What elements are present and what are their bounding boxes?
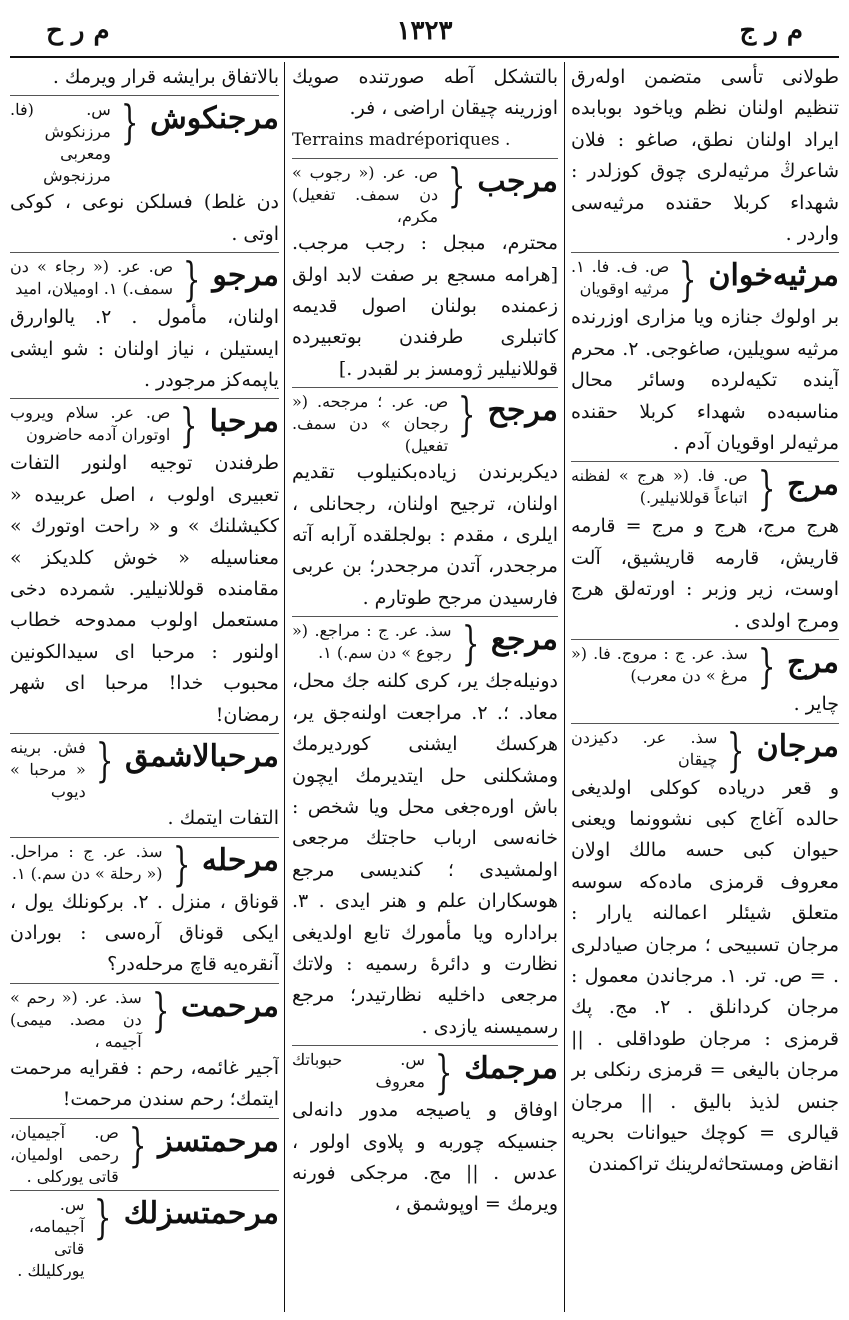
entry-head-row bbox=[10, 733, 279, 803]
dictionary-entry bbox=[10, 1118, 279, 1188]
entry-grammar: ص. ف. فا. ۱. مرثیە اوقویان bbox=[571, 257, 670, 299]
entry-head-row bbox=[571, 722, 839, 777]
dictionary-entry bbox=[10, 252, 279, 396]
brace-glyph: { bbox=[461, 616, 480, 671]
brace-glyph: { bbox=[128, 1117, 147, 1172]
entry-head-row bbox=[10, 252, 279, 307]
page-header bbox=[10, 14, 839, 48]
brace-glyph: { bbox=[120, 95, 139, 150]
entry-headword: مرجح bbox=[487, 393, 558, 429]
entry-headword: مرحله bbox=[201, 842, 279, 878]
dictionary-entry bbox=[10, 62, 279, 93]
entry-definition: چایر . bbox=[793, 693, 839, 716]
entry-head-row bbox=[292, 1045, 558, 1100]
entry-headword: مرحمتسزلك bbox=[123, 1195, 279, 1231]
entry-head-row bbox=[571, 252, 839, 307]
entry-definition: هرج مرج، هرج و مرج = قارمه قاریش، قارمه قاریشیق، آلت اوست، زیر وزبر : اورتەلق هرج ومرج اولدی . bbox=[571, 515, 839, 632]
entry-definition: دن غلط) فسلکن نوعی ، کوکی اوتی . bbox=[10, 191, 279, 245]
brace-glyph: { bbox=[151, 982, 170, 1037]
dictionary-entry bbox=[292, 62, 558, 156]
entry-head-row bbox=[10, 1189, 279, 1282]
entry-grammar: سذ. عر. ج : مراحل. (« رحلة » دن سم.) ۱. bbox=[10, 841, 163, 883]
entry-grammar: ص. عر. سلام ویروب اوتوران آدمە حاضرون bbox=[10, 403, 171, 445]
brace-glyph: { bbox=[458, 387, 476, 442]
entry-definition: قوناق ، منزل . ۲. برکونلك یول ، ایکی قوناق آرەسی : بورادن آنقرەیه قاچ مرحلەدر؟ bbox=[10, 890, 279, 976]
entry-grammar: س. آجیمامه، قاتی یورکلیلك . bbox=[17, 1194, 85, 1280]
entry-head-row bbox=[10, 836, 279, 891]
entry-grammar: سذ. عر. ج : مراجع. (« رجوع » دن سم.) ۱. bbox=[292, 621, 452, 663]
column-divider bbox=[564, 62, 565, 1312]
entry-definition: اوفاق و یاصیجه مدور دانەلی جنسیکه چوربه و پلاوی اولور ، عدس . || مج. مرجکی فورنه ویرمك = اوپوشمق ، bbox=[292, 1099, 558, 1216]
entry-headword: مرثیەخوان bbox=[708, 258, 839, 294]
entry-grammar: س. حبوباتك معروف bbox=[292, 1050, 425, 1092]
entry-grammar: س. (فا. مرزنکوش ومعربی مرزنجوش bbox=[10, 100, 111, 186]
entry-french-term: Terrains madréporiques . bbox=[292, 129, 511, 150]
entry-headword: مرجب bbox=[477, 164, 558, 200]
dictionary-entry bbox=[571, 252, 839, 459]
entry-head-row bbox=[10, 95, 279, 187]
dictionary-entry bbox=[10, 398, 279, 731]
entry-grammar: ص. عر. (« رجوب » دن سمف. تفعیل) مکرم، bbox=[292, 163, 439, 227]
entry-headword: مرجنکوش bbox=[150, 101, 279, 137]
entry-head-row bbox=[571, 639, 839, 694]
dictionary-entry bbox=[571, 639, 839, 720]
entry-definition: محترم، مبجل : رجب مرجب. [هرامه مسجع بر صفت لابد اولق زعمندە بولنان اصول قدیمه کاتبلری طرفندن بوتعبیرده قوللانیلیر ژومسز بر لقبدر .] bbox=[292, 232, 558, 380]
brace-glyph: { bbox=[447, 158, 466, 213]
dictionary-page bbox=[10, 62, 839, 1312]
entry-head-row bbox=[10, 398, 279, 453]
entry-headword: مرج bbox=[787, 645, 839, 681]
entry-definition: دیکربرندن زیادەبکنیلوب تقدیم اولنان، ترجیح اولنان، رجحانلی ، ایلری ، مقدم : بولجلقدە آرابه آته مرجحدر، آتدن مرجحدر؛ بن عربی فارسیدن مرجح طوتارم . bbox=[292, 461, 558, 609]
brace-glyph: { bbox=[94, 1189, 112, 1244]
entry-headword: مرحبالاشمق bbox=[125, 739, 279, 775]
brace-glyph: { bbox=[172, 836, 190, 891]
entry-headword: مرجان bbox=[756, 728, 839, 764]
entry-definition: التفات ایتمك . bbox=[167, 807, 279, 830]
dictionary-entry bbox=[10, 837, 279, 981]
dictionary-entry bbox=[571, 461, 839, 637]
entry-definition: بر اولوك جنازە ویا مزاری اوزرندە مرثیە سویلین، صاغوجی. ۲. محرم آیندە تکیەلردە وسائر محال مناسبەدە شهداء کربلا حقندە مرثیەلر اوقویان آدم . bbox=[571, 306, 839, 455]
column-middle bbox=[292, 62, 558, 1312]
brace-glyph: { bbox=[727, 722, 745, 777]
entry-grammar: سذ. عر. (« رحم » دن مصد. میمی) آجیمه ، bbox=[10, 987, 142, 1051]
entry-head-row bbox=[292, 616, 558, 671]
column-right bbox=[571, 62, 839, 1312]
entry-headword: مرجو bbox=[212, 258, 279, 294]
entry-headword: مرحمت bbox=[181, 988, 279, 1024]
entry-grammar: فش. برینه « مرحبا » دیوب bbox=[10, 738, 86, 802]
page-number: ۱۳۲۳ bbox=[396, 16, 453, 46]
entry-definition: بالتشکل آطه صورتندە صویك اوزرینه چیقان اراضی ، فر. bbox=[292, 66, 558, 120]
entry-head-row bbox=[10, 982, 279, 1053]
dictionary-entry bbox=[10, 983, 279, 1116]
column-left bbox=[10, 62, 279, 1312]
entry-grammar: ص. فا. (« هرج » لفظنه اتباعاً قوللانیلیر.) bbox=[571, 466, 748, 508]
brace-glyph: { bbox=[757, 639, 776, 694]
brace-glyph: { bbox=[180, 398, 198, 453]
dictionary-entry bbox=[292, 158, 558, 385]
brace-glyph: { bbox=[757, 461, 776, 516]
entry-definition: بالاتفاق برایشه قرار ویرمك . bbox=[52, 66, 279, 88]
entry-grammar: سذ. عر. ج : مروج. فا. (« مرغ » دن معرب) bbox=[571, 644, 748, 686]
entry-definition: طرفندن توجیه اولنور التفات تعبیری اولوب ، اصل عربیدە « ککیشلنك » و « راحت اوتورك » معناسیله « خوش کلدیکز » مقامندە قوللانیلیر. شمردە دخی مستعمل اولوب ممدوحه خطاب اولنور : مرحبا ای سیدالکونین محبوب خدا! مرحبا ای شهر رمضان! bbox=[10, 452, 279, 726]
dictionary-entry bbox=[292, 616, 558, 1043]
header-left-letters: م ر ح bbox=[46, 16, 110, 46]
entry-head-row bbox=[10, 1117, 279, 1188]
entry-definition: آجیر غائمه، رحم : فقرایه مرحمت ایتمك؛ رحم سندن مرحمت! bbox=[10, 1056, 279, 1111]
brace-glyph: { bbox=[182, 252, 201, 307]
header-right-letters: م ر ج bbox=[739, 16, 803, 46]
dictionary-entry bbox=[292, 1045, 558, 1221]
entry-grammar: ص. آجیمیان، رحمی اولمیان، قاتی یورکلی . bbox=[10, 1122, 119, 1186]
entry-headword: مرجمك bbox=[464, 1051, 558, 1087]
entry-headword: مرحمتسز bbox=[158, 1123, 279, 1159]
column-divider bbox=[284, 62, 285, 1312]
entry-head-row bbox=[292, 158, 558, 228]
entry-head-row bbox=[292, 387, 558, 457]
dictionary-entry bbox=[10, 95, 279, 250]
entry-head-row bbox=[571, 461, 839, 516]
entry-headword: مرحبا bbox=[209, 404, 279, 440]
entry-grammar: ص. عر. ؛ مرجحه. (« رجحان » دن سمف. تفعیل) bbox=[292, 392, 449, 456]
dictionary-entry bbox=[571, 723, 839, 1181]
entry-headword: مرجع bbox=[490, 622, 558, 658]
entry-definition: و قعر دریادە کوکلی اولدیغی حالدە آغاج کبی نشوونما ویعنی حیوان کبی حسه مالك اولان معروف قرمزی مادەکە سوسه متعلق شیئلر اعمالنه یارار : مرجان تسبیحی ؛ مرجان صیادلری . = ص. تر. ۱. مرجاندن معمول : مرجان کردانلق . ۲. مج. پك قرمزی : مرجان طوداقلی . || مرجان بالیغی = قرمزی رنکلی بر جنس لذیذ بالیق . || مرجان قیالری = کوچك حیوانات بحریه انقاض ومستحاثەلرینك تراکمندن bbox=[571, 776, 839, 1176]
entry-definition: دونیلەجك یر، کری کلنه جك محل، معاد. ؛. ۲. مراجعت اولنەجق یر، هرکسك ایشنی کوردیرمك ومشکلنی حل ایتدیرمك ایچون باش اورەجغی محل ویا شخص : خانەسی ارباب حاجتك مرجعی اولمشیدی ؛ کندیسی مرجع هوسکاران علم و هنر ایدی . ۳. برادارە ویا مأمورك تابع اولدیغی نظارت و دائرۀ رسمیه : ولاتك مرجعی داخلیه نظارتیدر؛ مرجع رسمیسنه یازدی . bbox=[292, 670, 558, 1038]
dictionary-entry bbox=[10, 1190, 279, 1282]
entry-grammar: ص. عر. (« رجاء » دن سمف.) ۱. اومیلان، امید bbox=[10, 257, 174, 299]
entry-definition: اولنان، مأمول . ۲. یالواررق ایستیلن ، نیاز اولنان : شو ایشی یاپمەکز مرجودر . bbox=[10, 306, 279, 392]
dictionary-entry bbox=[571, 62, 839, 250]
entry-grammar: سذ. عر. دکیزدن چیقان bbox=[571, 727, 718, 769]
brace-glyph: { bbox=[679, 252, 697, 307]
entry-definition: طولانی تأسی متضمن اولەرق تنظیم اولنان نظم ویاخود بوبابدە ایراد اولنان نطق، صاغو : فلان شاعرڭ مرثیەلری چوق کوزلدر : شهداء کربلا حقندە مرثیەسی واردر . bbox=[571, 66, 839, 246]
header-rule bbox=[10, 56, 839, 58]
entry-headword: مرج bbox=[787, 467, 839, 503]
dictionary-entry bbox=[10, 733, 279, 834]
dictionary-entry bbox=[292, 387, 558, 614]
brace-glyph: { bbox=[95, 733, 114, 788]
brace-glyph: { bbox=[434, 1045, 453, 1100]
